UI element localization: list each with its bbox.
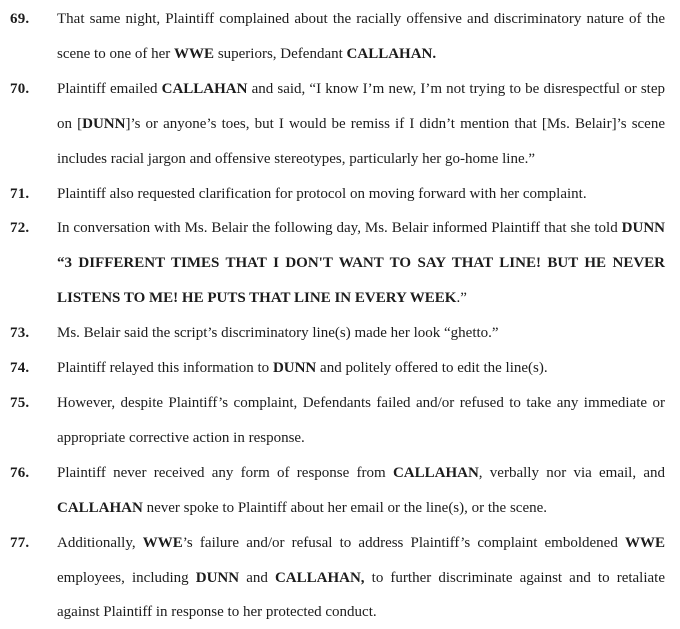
paragraph-69: [10, 2, 665, 72]
text-run: ]’s or anyone’s toes, but I would be remiss if I didn’t mention that [Ms. Belair]’s scene includes racial jargon and offensive stereotypes, particularly her go-home line.”: [57, 115, 666, 167]
paragraph-number: 72.: [10, 220, 30, 237]
paragraph-76: [10, 456, 665, 526]
paragraph-number: 76.: [10, 464, 30, 481]
text-run: Ms. Belair said the script’s discriminatory line(s) made her look “ghetto.”: [57, 325, 499, 342]
text-run: CALLAHAN: [57, 499, 143, 516]
text-run: never spoke to Plaintiff about her email or the line(s), or the scene.: [142, 499, 548, 516]
text-run: , verbally nor via email, and: [478, 464, 665, 481]
text-run: In conversation with Ms. Belair the following day, Ms. Belair informed Plaintiff that she told: [57, 220, 622, 237]
paragraph-number: 75.: [10, 394, 30, 411]
text-run: CALLAHAN: [161, 80, 248, 97]
text-run: superiors, Defendant: [214, 45, 347, 62]
paragraph-number: 73.: [10, 325, 30, 342]
text-run: Plaintiff never received any form of response from: [57, 464, 393, 481]
text-run: WWE: [142, 534, 183, 551]
paragraph-73: [10, 316, 665, 351]
text-run: WWE: [174, 45, 215, 62]
paragraph-71: [10, 177, 665, 212]
paragraph-70: [10, 72, 665, 177]
text-run: DUNN: [195, 569, 240, 586]
text-run: and politely offered to edit the line(s).: [316, 360, 548, 377]
text-run: employees, including: [57, 569, 196, 586]
text-run: Additionally,: [57, 534, 143, 551]
text-run: CALLAHAN.: [346, 45, 437, 62]
text-run: Plaintiff emailed: [57, 80, 162, 97]
text-run: and said, “I know I’m new, I’m not trying to be disrespectful or step on [: [57, 80, 665, 132]
text-run: to further discriminate against and to retaliate against Plaintiff in response to her protected conduct.: [57, 569, 665, 621]
text-run: However, despite Plaintiff’s complaint, Defendants failed and/or refused to take any immediate or appropriate corrective action in response.: [57, 394, 665, 446]
text-run: CALLAHAN,: [274, 569, 365, 586]
text-run: DUNN: [272, 360, 317, 377]
paragraph-number: 77.: [10, 534, 30, 551]
text-run: and: [239, 569, 275, 586]
text-run: ’s failure and/or refusal to address Plaintiff’s complaint emboldened: [182, 534, 625, 551]
paragraph-number: 69.: [10, 11, 30, 27]
paragraph-number: 71.: [10, 185, 30, 202]
text-run: Plaintiff also requested clarification for protocol on moving forward with her complaint.: [57, 185, 587, 202]
text-run: CALLAHAN: [392, 464, 479, 481]
text-run: DUNN: [82, 115, 126, 132]
text-run: DUNN “3 DIFFERENT TIMES THAT I DON'T WANT TO SAY THAT LINE! BUT HE NEVER LISTENS TO ME! HE PUTS THAT LINE IN EVERY WEEK: [57, 220, 665, 307]
text-run: WWE: [624, 534, 665, 551]
paragraph-list: [10, 2, 665, 629]
paragraph-number: 74.: [10, 360, 30, 377]
paragraph-74: [10, 351, 665, 386]
paragraph-75: [10, 386, 665, 456]
text-run: .”: [456, 290, 467, 307]
paragraph-72: [10, 211, 665, 316]
text-run: That same night, Plaintiff complained about the racially offensive and discriminatory nature of the scene to one of her: [57, 11, 665, 62]
text-run: Plaintiff relayed this information to: [57, 360, 273, 377]
paragraph-77: [10, 526, 665, 629]
paragraph-number: 70.: [10, 80, 30, 97]
